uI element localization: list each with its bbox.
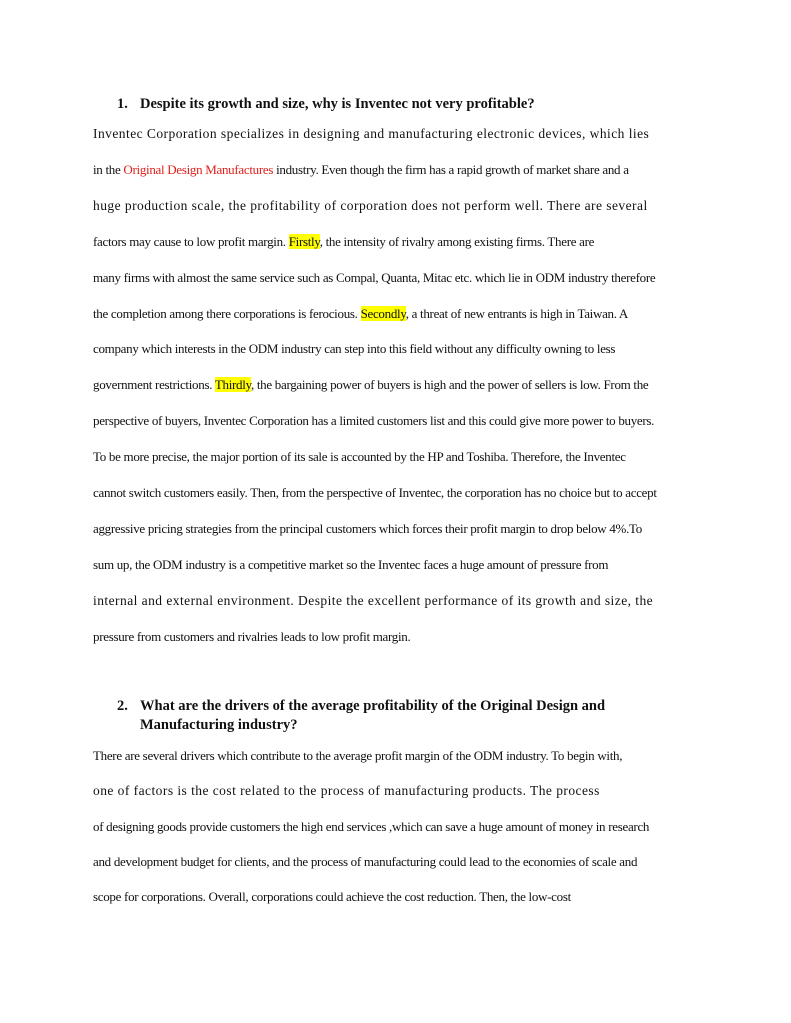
text-line xyxy=(93,341,615,357)
text-segment: , the intensity of rivalry among existing firms. There are xyxy=(319,233,595,249)
text-segment: Inventec Corporation specializes in designing and manufacturing electronic devices, which lies xyxy=(93,126,650,141)
text-segment: company which interests in the ODM industry can step into this field without any difficulty owning to less xyxy=(93,341,616,357)
text-segment: scope for corporations. Overall, corporations could achieve the cost reduction. Then, the low-cost xyxy=(93,889,571,905)
text-segment: many firms with almost the same service such as Compal, Quanta, Mitac etc. which lie in ODM industry therefore xyxy=(93,269,656,285)
highlighted-word: Firstly xyxy=(288,233,320,249)
text-segment: To be more precise, the major portion of its sale is accounted by the HP and Toshiba. Therefore, the Inventec xyxy=(93,449,626,465)
text-line xyxy=(93,126,649,142)
text-segment: There are several drivers which contribute to the average profit margin of the ODM industry. To begin with, xyxy=(93,748,623,763)
text-segment: government restrictions. xyxy=(93,377,215,393)
text-segment: , a threat of new entrants is high in Taiwan. A xyxy=(405,305,629,321)
text-line xyxy=(93,377,648,393)
question-2-number: 2. xyxy=(117,698,128,714)
text-line xyxy=(93,234,594,250)
highlighted-word: Secondly xyxy=(360,305,406,321)
text-line xyxy=(93,593,653,609)
question-1-number: 1. xyxy=(117,96,128,112)
text-segment: aggressive pricing strategies from the principal customers which forces their profit margin to drop below 4%.To xyxy=(93,520,642,536)
text-segment: internal and external environment. Despite the excellent performance of its growth and size, the xyxy=(93,592,654,608)
text-line xyxy=(93,485,657,501)
text-segment: in the xyxy=(93,161,124,177)
text-line xyxy=(93,748,622,764)
text-line xyxy=(93,198,648,214)
text-segment: and development budget for clients, and the process of manufacturing could lead to the economies of scale and xyxy=(93,853,638,869)
text-segment: the completion among there corporations is ferocious. xyxy=(93,305,361,321)
text-line xyxy=(93,162,629,178)
text-segment: factors may cause to low profit margin. xyxy=(93,233,289,249)
text-segment: cannot switch customers easily. Then, from the perspective of Inventec, the corporation has no choice but to accept xyxy=(93,485,657,500)
red-term: Original Design Manufactures xyxy=(123,161,274,177)
highlighted-word: Thirdly xyxy=(214,377,251,393)
text-segment: pressure from customers and rivalries leads to low profit margin. xyxy=(93,628,411,644)
text-line xyxy=(93,521,642,537)
text-line xyxy=(93,854,637,870)
text-line xyxy=(93,270,655,286)
text-segment: perspective of buyers, Inventec Corporation has a limited customers list and this could give more power to buyers. xyxy=(93,413,655,429)
text-segment: one of factors is the cost related to the process of manufacturing products. The process xyxy=(93,783,600,799)
text-line xyxy=(93,413,654,429)
question-2-heading xyxy=(117,697,677,735)
text-line xyxy=(93,449,626,465)
text-line xyxy=(93,306,628,322)
text-segment: industry. Even though the firm has a rapid growth of market share and a xyxy=(273,161,629,177)
question-2-text: What are the drivers of the average profitability of the Original Design and Manufacturing industry? xyxy=(140,698,606,733)
question-1-text: Despite its growth and size, why is Inventec not very profitable? xyxy=(140,96,535,112)
text-line xyxy=(93,629,410,645)
text-segment: sum up, the ODM industry is a competitive market so the Inventec faces a huge amount of pressure from xyxy=(93,556,609,572)
text-segment: huge production scale, the profitability of corporation does not perform well. There are several xyxy=(93,197,648,213)
text-segment: of designing goods provide customers the high end services ,which can save a huge amount of money in research xyxy=(93,818,650,834)
question-1-heading xyxy=(117,95,677,114)
text-line xyxy=(93,819,649,835)
text-line xyxy=(93,783,600,799)
text-line xyxy=(93,889,571,905)
text-line xyxy=(93,557,608,573)
text-segment: , the bargaining power of buyers is high and the power of sellers is low. From the xyxy=(250,377,649,393)
